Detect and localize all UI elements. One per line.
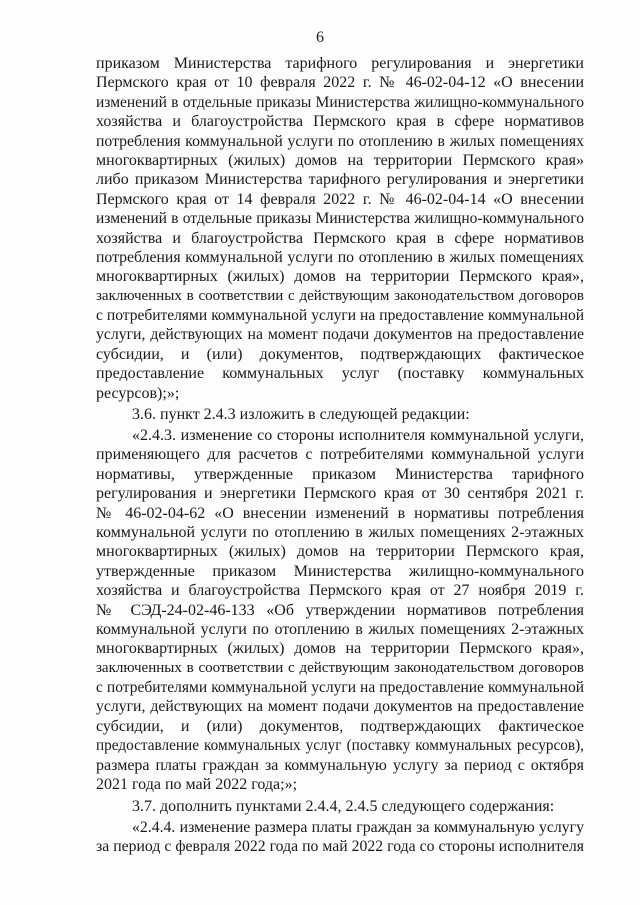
text-line: субсидии, и (или) документов, подтверждающих фактическое <box>96 345 584 363</box>
text-line: с потребителями коммунальной услуги на предоставление коммунальной <box>96 307 584 325</box>
text-line: субсидии, и (или) документов, подтверждающих фактическое <box>96 717 584 735</box>
text-line: 3.6. пункт 2.4.3 изложить в следующей редакции: <box>132 406 470 423</box>
text-line: № 46-02-04-62 «О внесении изменений в нормативы потребления <box>96 504 584 522</box>
text-line: хозяйства и благоустройства Пермского края в сфере нормативов <box>96 229 584 247</box>
text-line: заключенных в соответствии с действующим законодательством договоров <box>96 287 584 304</box>
text-line: утвержденные приказом Министерства жилищно-коммунального <box>96 562 584 580</box>
text-line: коммунальной услуги по отоплению в жилых помещениях 2-этажных <box>96 620 584 638</box>
text-line: изменений в отдельные приказы Министерства жилищно-коммунального <box>96 210 584 228</box>
text-line: потребления коммунальной услуги по отоплению в жилых помещениях <box>96 248 584 266</box>
text-line: Пермского края от 14 февраля 2022 г. № 46-02-04-14 «О внесении <box>96 190 584 208</box>
text-line: хозяйства и благоустройства Пермского края в сфере нормативов <box>96 113 584 131</box>
quoted-clause-2-4-3 <box>96 426 584 794</box>
text-line: Пермского края от 10 февраля 2022 г. № 46-02-04-12 «О внесении <box>96 74 584 92</box>
text-line: изменений в отдельные приказы Министерства жилищно-коммунального <box>96 93 584 111</box>
text-line: услуги, действующих на момент подачи документов на предоставление <box>96 698 584 716</box>
text-line: за период с февраля 2022 года по май 2022 года со стороны исполнителя <box>96 838 584 856</box>
text-line: применяющего для расчетов с потребителями коммунальной услуги <box>96 446 584 464</box>
text-line: 3.7. дополнить пунктами 2.4.4, 2.4.5 следующего содержания: <box>132 798 555 815</box>
text-line: заключенных в соответствии с действующим законодательством договоров <box>96 659 584 676</box>
text-line: коммунальной услуги по отоплению в жилых помещениях 2-этажных <box>96 523 584 541</box>
text-line: предоставление коммунальных услуг (поставку коммунальных ресурсов), <box>96 737 584 755</box>
item-3-6 <box>96 405 584 424</box>
text-line: ресурсов);»; <box>96 384 180 402</box>
text-line: либо приказом Министерства тарифного регулирования и энергетики <box>96 171 584 189</box>
text-line: многоквартирных (жилых) домов на территории Пермского края, <box>96 543 584 561</box>
page-number: 6 <box>316 29 324 46</box>
text-line: многоквартирных (жилых) домов на территории Пермского края» <box>96 151 584 169</box>
text-line: с потребителями коммунальной услуги на предоставление коммунальной <box>96 679 584 697</box>
text-line: № СЭД-24-02-46-133 «Об утверждении нормативов потребления <box>96 601 584 619</box>
text-line: 2021 года по май 2022 года;»; <box>96 776 298 794</box>
text-line: услуги, действующих на момент подачи документов на предоставление <box>96 326 584 344</box>
quoted-clause-2-4-4 <box>96 818 584 857</box>
paragraph-continuation <box>96 54 584 403</box>
text-line: предоставление коммунальных услуг (поставку коммунальных <box>96 365 584 383</box>
text-line: регулирования и энергетики Пермского края от 30 сентября 2021 г. <box>96 485 584 503</box>
text-line: нормативы, утвержденные приказом Министерства тарифного <box>96 465 584 483</box>
text-line: потребления коммунальной услуги по отоплению в жилых помещениях <box>96 132 584 150</box>
text-line: многоквартирных (жилых) домов на территории Пермского края», <box>96 640 584 658</box>
text-line: многоквартирных (жилых) домов на территории Пермского края», <box>96 268 584 286</box>
text-line: «2.4.3. изменение со стороны исполнителя коммунальной услуги, <box>132 427 584 444</box>
text-line: размера платы граждан за коммунальную услугу за период с октября <box>96 756 584 774</box>
text-line: хозяйства и благоустройства Пермского края от 27 ноября 2019 г. <box>96 582 584 600</box>
item-3-7 <box>96 797 584 816</box>
text-line: приказом Министерства тарифного регулирования и энергетики <box>96 55 584 72</box>
text-line: «2.4.4. изменение размера платы граждан за коммунальную услугу <box>132 819 584 836</box>
